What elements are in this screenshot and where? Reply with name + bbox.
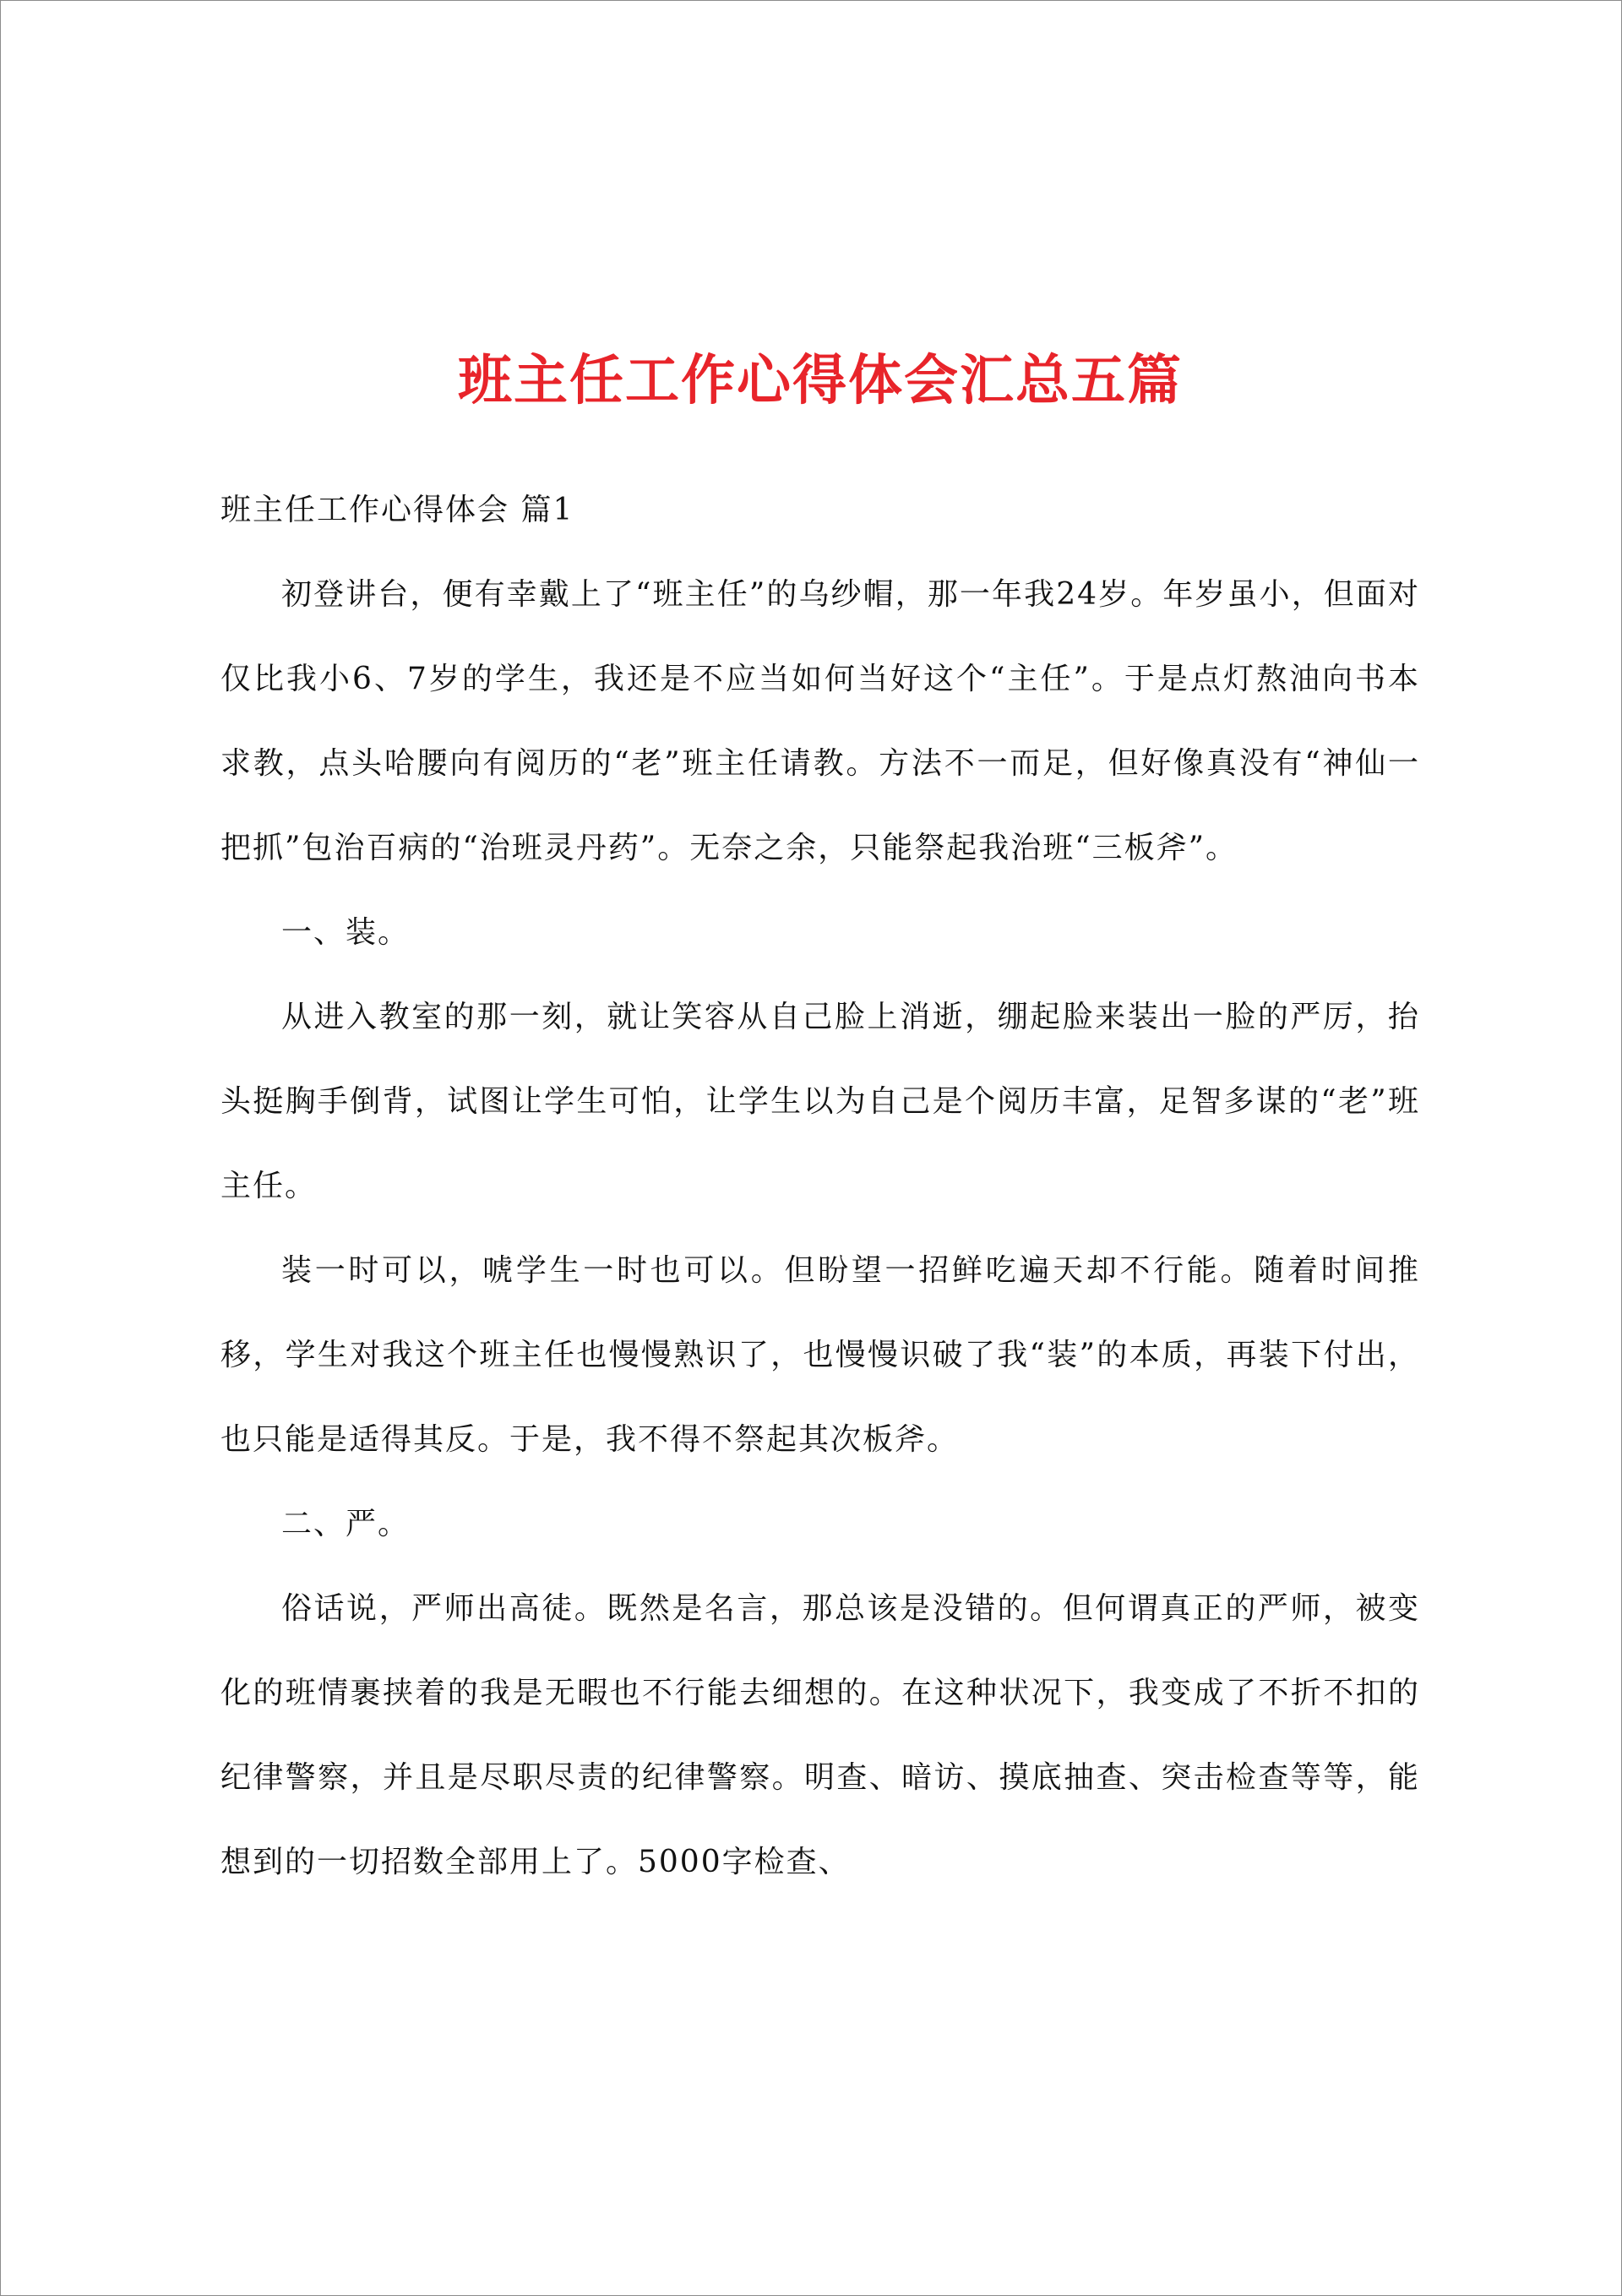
paragraph-yan-body: 俗话说，严师出高徒。既然是名言，那总该是没错的。但何谓真正的严师，被变化的班情裹挟着的我是无暇也不行能去细想的。在这种状况下，我变成了不折不扣的纪律警察，并且是尽职尽责的纪律警察。明查、暗访、摸底抽查、突击检查等等，能想到的一切招数全部用上了。5000字检查、 [220, 1591, 1420, 1879]
paragraph-heading-zhuang: 一、装。 [281, 915, 411, 950]
paragraph-heading-yan: 二、严。 [281, 1507, 411, 1541]
document-title: 班主任工作心得体会汇总五篇 [458, 349, 1183, 412]
section-heading: 班主任工作心得体会 篇1 [220, 493, 574, 527]
document-content [220, 343, 1420, 1905]
paragraph-zhuang-body: 从进入教室的那一刻，就让笑容从自己脸上消逝，绷起脸来装出一脸的严厉，抬头挺胸手倒背，试图让学生可怕，让学生以为自己是个阅历丰富，足智多谋的“老”班主任。 [220, 1000, 1420, 1203]
paragraph-zhuang-result: 装一时可以，唬学生一时也可以。但盼望一招鲜吃遍天却不行能。随着时间推移，学生对我这个班主任也慢慢熟识了，也慢慢识破了我“装”的本质，再装下付出，也只能是适得其反。于是，我不得不祭起其次板斧。 [220, 1253, 1420, 1457]
paragraph-intro: 初登讲台，便有幸戴上了“班主任”的乌纱帽，那一年我24岁。年岁虽小，但面对仅比我小6、7岁的学生，我还是不应当如何当好这个“主任”。于是点灯熬油向书本求教，点头哈腰向有阅历的“老”班主任请教。方法不一而足，但好像真没有“神仙一把抓”包治百病的“治班灵丹药”。无奈之余，只能祭起我治班“三板斧”。 [220, 577, 1420, 865]
